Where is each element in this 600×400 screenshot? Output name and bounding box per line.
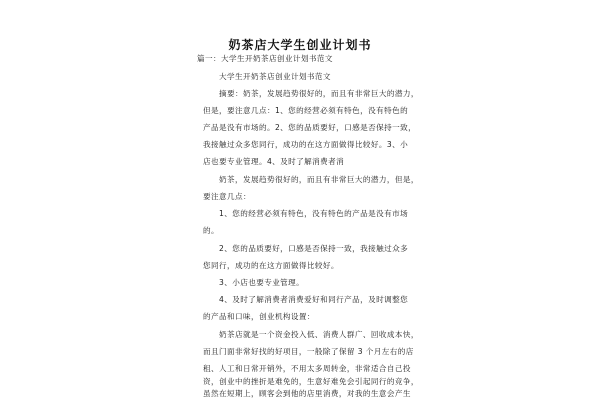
paragraph-line: 虽然在短期上，顾客会到他的店里消费，对我的生意会产生: [203, 389, 411, 398]
paragraph-line: 店也要专业管理。4、及时了解消费者消: [203, 157, 345, 166]
paragraph-line: 租、人工和日常开销外，不用太多周转金，非常适合自己投: [203, 364, 411, 373]
section-heading: 篇一：大学生开奶茶店创业计划书范文: [197, 54, 333, 63]
paragraph-line: 产品是没有市场的。2、您的品质要好，口感是否保持一致，: [203, 123, 417, 132]
list-item-line: 3、小店也要专业管理。: [219, 278, 305, 287]
list-item-line: 2、您的品质要好，口感是否保持一致，我接触过众多: [219, 244, 409, 253]
paragraph-line: 但是，要注意几点：1、您的经营必须有特色，没有特色的: [203, 106, 409, 115]
list-item-line: 的产品和口味，创业机构设置：: [203, 312, 315, 321]
list-item-line: 1、您的经营必须有特色，没有特色的产品是没有市场: [219, 209, 409, 218]
subheading: 大学生开奶茶店创业计划书范文: [219, 72, 331, 81]
paragraph-line: 摘要：奶茶，发展趋势很好的，而且有非常巨大的潜力，: [219, 89, 419, 98]
list-item-line: 您同行，成功的在这方面做得比较好。: [203, 261, 339, 270]
paragraph-line: 而且门面非常好找的好项目，一般除了保留 3 个月左右的店: [203, 347, 414, 356]
paragraph-line: 我接触过众多您同行，成功的在这方面做得比较好。3、小: [203, 140, 409, 149]
paragraph-line: 资，创业中的挫折是难免的，生意好难免会引起同行的竞争，: [203, 377, 419, 386]
list-item-line: 4、及时了解消费者消费爱好和同行产品，及时调整您: [219, 295, 409, 304]
paragraph-line: 奶茶，发展趋势很好的，而且有非常巨大的潜力，但是，: [219, 175, 419, 184]
paragraph-line: 要注意几点：: [203, 192, 251, 201]
list-item-line: 的。: [203, 226, 219, 235]
paragraph-line: 奶茶店就是一个资金投入低、消费人群广、回收成本快，: [219, 330, 419, 339]
document-title: 奶茶店大学生创业计划书: [228, 38, 372, 52]
